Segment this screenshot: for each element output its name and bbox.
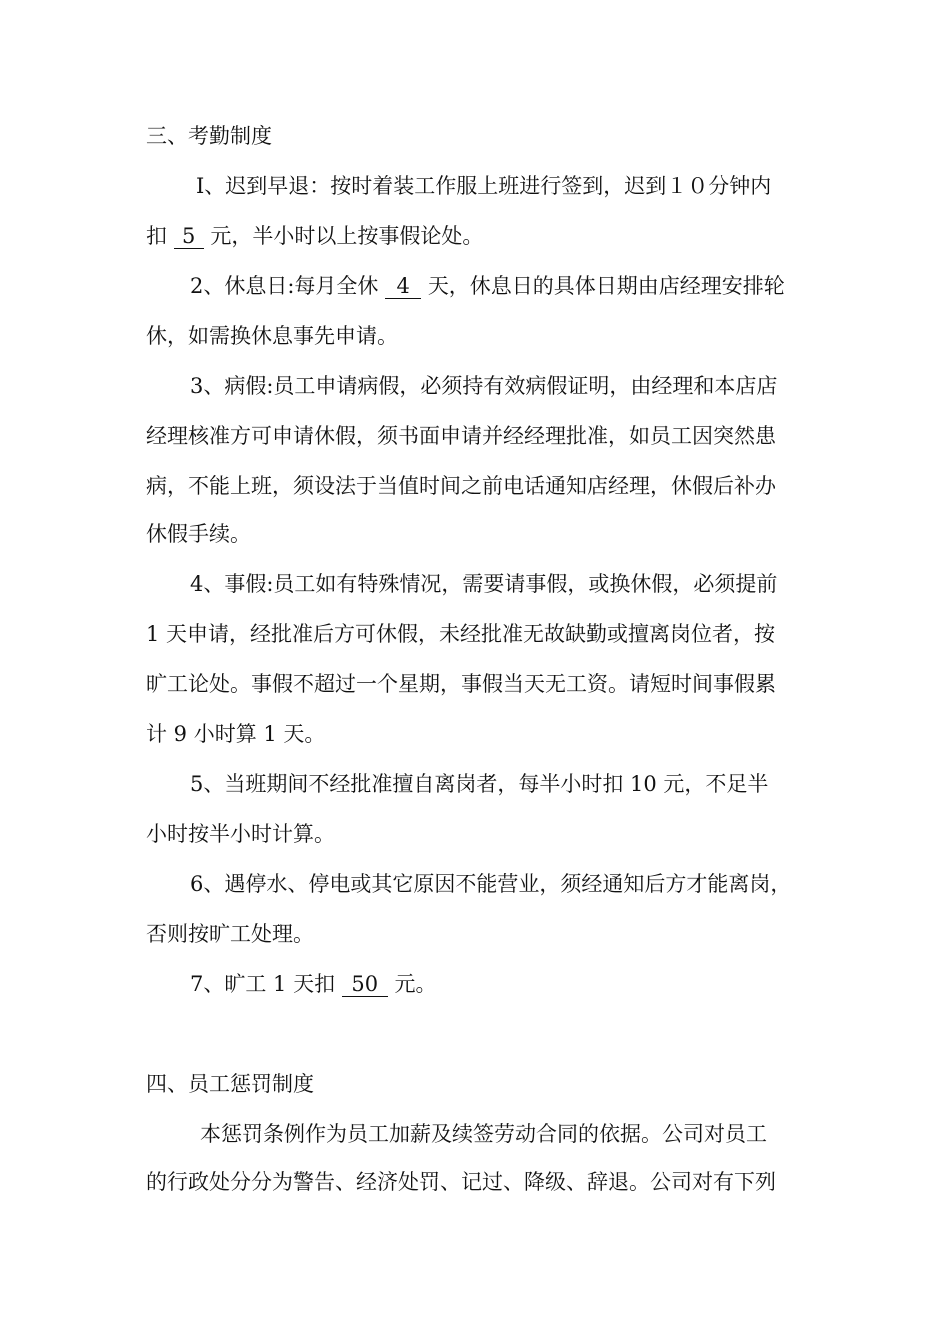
absence-deduction-amount: 50 xyxy=(342,972,388,997)
item-4-line-4: 计 9 小时算 1 天。 xyxy=(146,722,326,746)
item-2-text-suffix: 天，休息日的具体日期由店经理安排轮 xyxy=(427,274,785,298)
item-6-line-1: 6、遇停水、停电或其它原因不能营业，须经通知后方才能离岗， xyxy=(190,872,792,896)
late-deduction-amount: 5 xyxy=(174,224,204,249)
section-4-para-line-2: 的行政处分分为警告、经济处罚、记过、降级、辞退。公司对有下列 xyxy=(146,1170,776,1194)
item-2-line-1 xyxy=(190,272,785,300)
section-3-heading: 三、考勤制度 xyxy=(146,124,272,148)
item-7-text-prefix: 7、旷工 1 天扣 xyxy=(190,972,336,996)
section-4-para-line-1: 本惩罚条例作为员工加薪及续签劳动合同的依据。公司对员工 xyxy=(200,1122,767,1146)
section-4-heading: 四、员工惩罚制度 xyxy=(146,1072,314,1096)
item-2-text-prefix: 2、休息日:每月全休 xyxy=(190,274,379,298)
item-7-text-suffix: 元。 xyxy=(394,972,437,996)
item-5-line-1: 5、当班期间不经批准擅自离岗者，每半小时扣 10 元，不足半 xyxy=(190,772,769,796)
item-3-line-2: 经理核准方可申请休假，须书面申请并经经理批准，如员工因突然患 xyxy=(146,424,776,448)
item-4-line-2: 1 天申请，经批准后方可休假，未经批准无故缺勤或擅离岗位者，按 xyxy=(146,622,776,646)
item-7-line-1 xyxy=(190,970,436,998)
item-3-line-1: 3、病假:员工申请病假，必须持有效病假证明，由经理和本店店 xyxy=(190,374,778,398)
item-6-line-2: 否则按旷工处理。 xyxy=(146,922,314,946)
item-1-text-prefix: 扣 xyxy=(146,224,167,248)
item-2-line-2: 休，如需换休息事先申请。 xyxy=(146,324,398,348)
item-1-line-1: I、迟到早退：按时着装工作服上班进行签到，迟到１０分钟内 xyxy=(196,174,772,198)
item-4-line-3: 旷工论处。事假不超过一个星期，事假当天无工资。请短时间事假累 xyxy=(146,672,776,696)
item-3-line-4: 休假手续。 xyxy=(146,522,251,546)
item-1-line-2 xyxy=(146,222,483,250)
item-3-line-3: 病，不能上班，须设法于当值时间之前电话通知店经理，休假后补办 xyxy=(146,474,776,498)
rest-days-value: 4 xyxy=(385,274,421,299)
item-1-text-suffix: 元，半小时以上按事假论处。 xyxy=(210,224,484,248)
item-4-line-1: 4、事假:员工如有特殊情况，需要请事假，或换休假，必须提前 xyxy=(190,572,778,596)
item-5-line-2: 小时按半小时计算。 xyxy=(146,822,335,846)
